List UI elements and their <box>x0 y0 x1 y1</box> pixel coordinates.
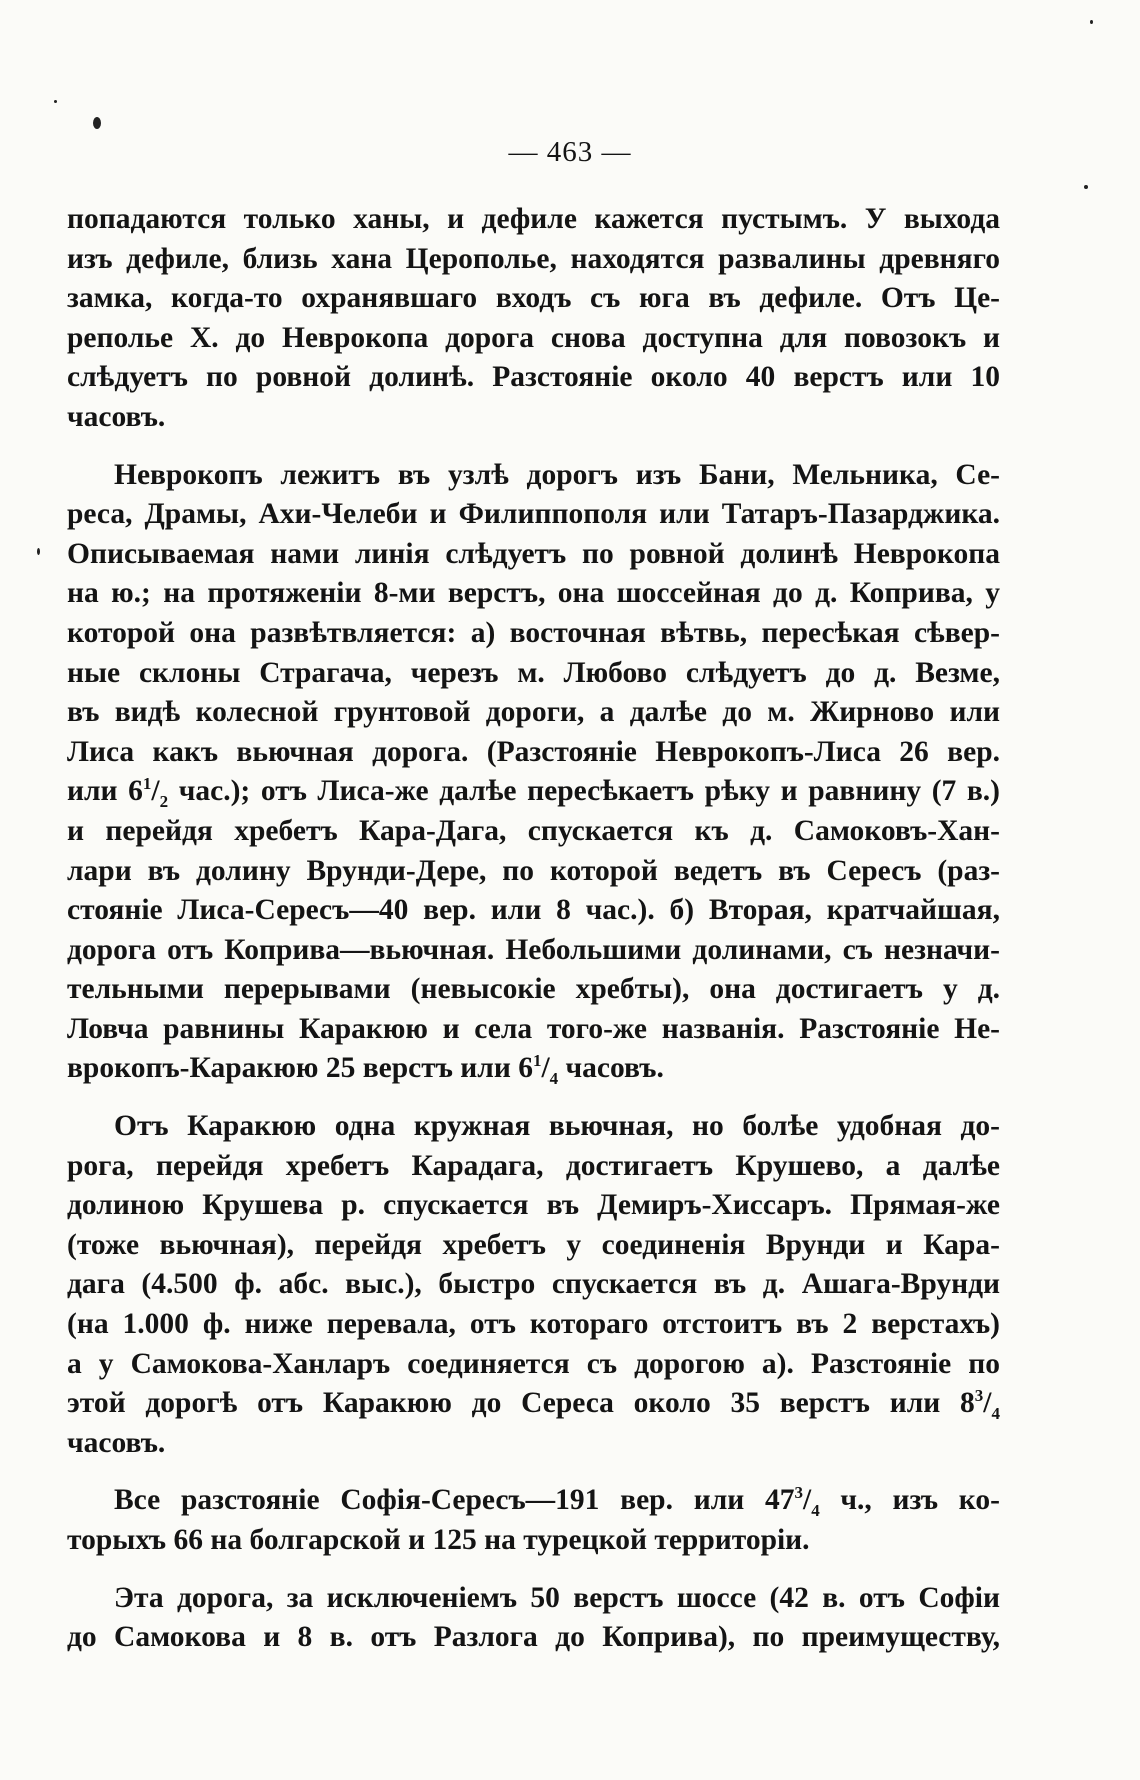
fraction-numerator: 3 <box>974 1386 984 1406</box>
fraction-denominator: 2 <box>159 792 169 812</box>
fraction-denominator: 4 <box>811 1501 820 1521</box>
text-line: реполье Х. до Неврокопа дорога снова доступна для повозокъ и <box>67 321 1000 354</box>
fraction-denominator: 4 <box>549 1069 559 1089</box>
scan-speck <box>37 548 40 555</box>
text-line: долиною Крушева р. спускается въ Демиръ-Хиссаръ. Прямая-же <box>67 1189 1000 1222</box>
text-line: а у Самокова-Ханларъ соединяется съ дорогою а). Разстояніе по <box>67 1347 1000 1380</box>
paragraph <box>67 1579 1000 1658</box>
text-line: Неврокопъ лежитъ въ узлѣ дорогъ изъ Бани, Мельника, Се- <box>114 458 1000 491</box>
text-line: дорога отъ Коприва—вьючная. Небольшими долинами, съ незначи- <box>67 933 1000 966</box>
text-line: ные склоны Страгача, черезъ м. Любово слѣдуетъ до д. Везме, <box>67 656 1000 689</box>
page-number: — 463 — <box>508 136 632 168</box>
text-line: на ю.; на протяженіи 8-ми верстъ, она шоссейная до д. Коприва, у <box>67 577 1000 610</box>
text-line: дага (4.500 ф. абс. выс.), быстро спускается въ д. Ашага-Врунди <box>67 1268 1000 1301</box>
paragraph <box>67 1107 1000 1463</box>
body-text <box>67 200 1000 1676</box>
text-run: или 6 <box>67 775 143 808</box>
scan-speck <box>54 100 57 103</box>
text-line: (тоже вьючная), перейдя хребетъ у соединенія Врунди и Кара- <box>67 1228 1000 1261</box>
text-run: час.); отъ Лиса-же далѣе пересѣкаетъ рѣку и равнину (7 в.) <box>168 775 1001 808</box>
text-run: / <box>151 775 160 808</box>
fraction-numerator: 1 <box>532 1051 542 1071</box>
fraction-numerator: 3 <box>794 1483 803 1503</box>
text-line <box>67 1481 1000 1521</box>
text-line: Описываемая нами линія слѣдуетъ по ровной долинѣ Неврокопа <box>67 537 1000 570</box>
text-line: которой она развѣтвляется: а) восточная вѣтвь, пересѣкая сѣвер- <box>67 616 1000 649</box>
text-line: и перейдя хребетъ Кара-Дага, спускается къ д. Самоковъ-Хан- <box>67 814 1000 847</box>
text-line: до Самокова и 8 в. отъ Разлога до Коприва), по преимуществу, <box>67 1621 1000 1654</box>
text-line: Эта дорога, за исключеніемъ 50 верстъ шоссе (42 в. отъ Софіи <box>114 1581 1000 1614</box>
text-line: Отъ Каракюю одна кружная вьючная, но болѣе удобная до- <box>114 1110 1000 1143</box>
text-run: / <box>802 1484 812 1517</box>
text-line: лари въ долину Врунди-Дере, по которой ведетъ въ Сересъ (раз- <box>67 854 1000 887</box>
text-line: стояніе Лиса-Сересъ—40 вер. или 8 час.). б) Вторая, кратчайшая, <box>67 894 1000 927</box>
scan-speck <box>1090 20 1093 24</box>
text-run: ч., изъ ко- <box>819 1484 1000 1517</box>
text-line: въ видѣ колесной грунтовой дороги, а далѣе до м. Жирново или <box>67 696 1000 729</box>
text-line: (на 1.000 ф. ниже перевала, отъ котораго отстоитъ въ 2 верстахъ) <box>67 1308 1000 1341</box>
text-line: часовъ. <box>67 400 166 433</box>
text-run: этой дорогѣ отъ Каракюю до Сереса около 35 верстъ или 8 <box>67 1387 975 1420</box>
paragraph <box>67 200 1000 438</box>
text-line: Ловча равнины Каракюю и села того-же названія. Разстояніе Не- <box>67 1012 1000 1045</box>
text-line <box>67 772 1000 812</box>
text-line: Лиса какъ вьючная дорога. (Разстояніе Неврокопъ-Лиса 26 вер. <box>67 735 1000 768</box>
text-run: / <box>983 1387 992 1420</box>
text-line: замка, когда-то охранявшаго входъ съ юга въ дефиле. Отъ Це- <box>67 282 1000 315</box>
text-line: тельными перерывами (невысокіе хребты), она достигаетъ у д. <box>67 973 1000 1006</box>
text-line: торыхъ 66 на болгарской и 125 на турецкой территоріи. <box>67 1524 810 1556</box>
fraction-denominator: 4 <box>991 1404 1000 1424</box>
text-line <box>67 1049 1000 1089</box>
fraction-numerator: 1 <box>142 774 152 794</box>
text-line: изъ дефиле, близь хана Церополье, находятся развалины древняго <box>67 242 1000 275</box>
text-line <box>67 1384 1000 1424</box>
text-run: часовъ. <box>558 1052 664 1085</box>
text-run: Все разстояніе Софія-Сересъ—191 вер. или 47 <box>114 1484 795 1517</box>
scan-speck <box>93 117 101 129</box>
paragraph <box>67 1481 1000 1560</box>
text-line: часовъ. <box>67 1426 166 1459</box>
paragraph <box>67 456 1000 1090</box>
text-line: рога, перейдя хребетъ Карадага, достигаетъ Крушево, а далѣе <box>67 1149 1000 1182</box>
text-run: / <box>541 1052 550 1085</box>
text-line: реса, Драмы, Ахи-Челеби и Филиппополя или Татаръ-Пазарджика. <box>67 498 1000 531</box>
text-line: попадаются только ханы, и дефиле кажется пустымъ. У выхода <box>67 203 1000 235</box>
text-line: слѣдуетъ по ровной долинѣ. Разстояніе около 40 верстъ или 10 <box>67 361 1000 394</box>
text-run: врокопъ-Каракюю 25 верстъ или 6 <box>67 1052 533 1085</box>
scan-speck <box>1084 185 1088 189</box>
